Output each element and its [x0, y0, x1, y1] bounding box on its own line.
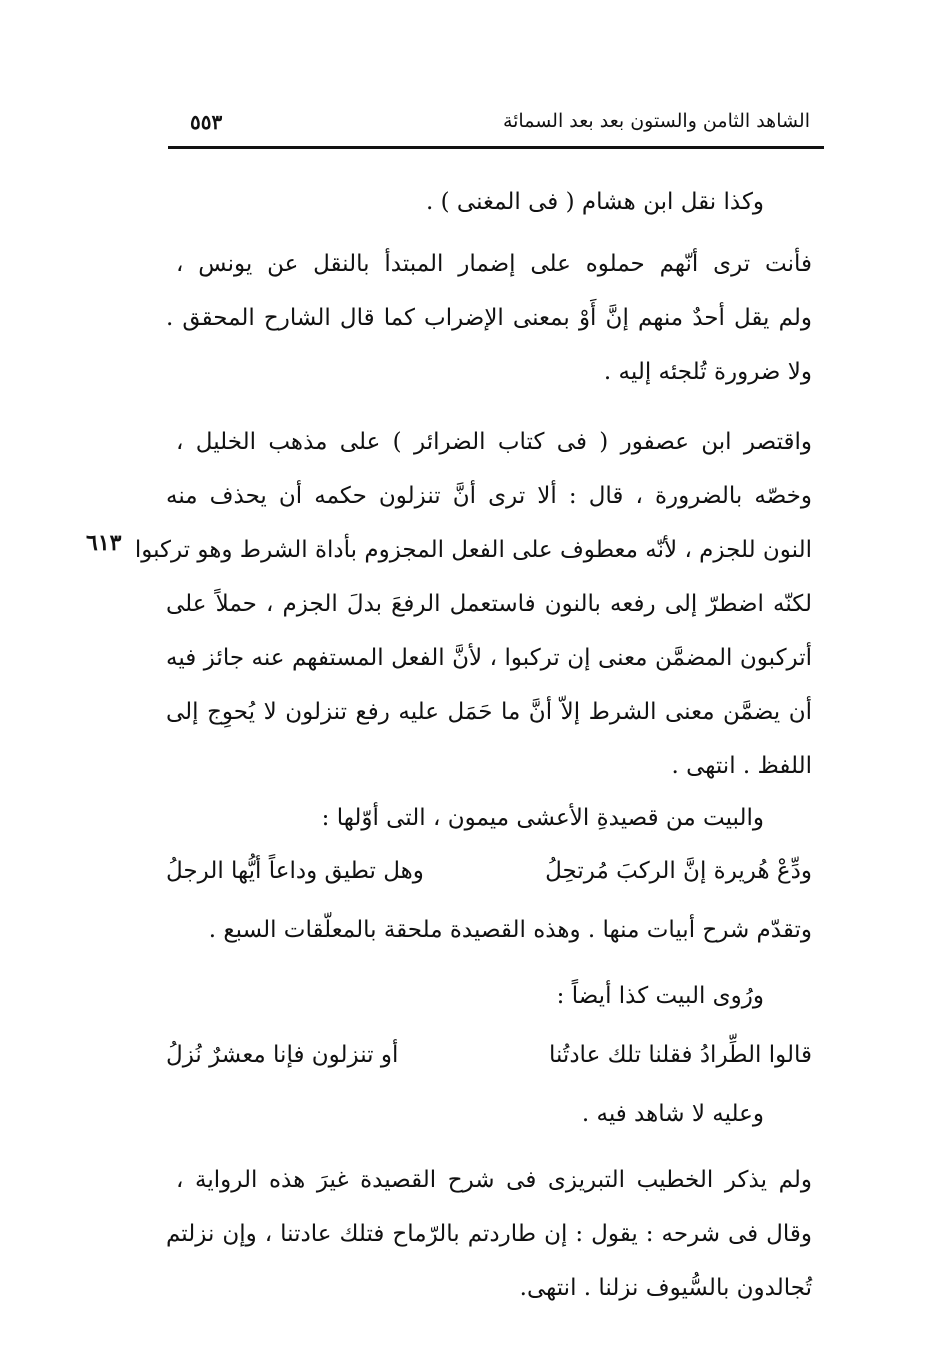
verse-hemistich: وهل تطيق وداعاً أيُّها الرجلُ — [166, 858, 424, 884]
text-line: فأنت ترى أنّهم حملوه على إضمار المبتدأ بالنقل عن يونس ، — [176, 251, 812, 277]
verse-hemistich: قالوا الطِّرادُ فقلنا تلك عادتُنا — [548, 1042, 812, 1068]
text-line: وكذا نقل ابن هشام ( فى المغنى ) . — [426, 189, 764, 215]
text-line: لكنّه اضطرّ إلى رفعه بالنون فاستعمل الرفعَ بدلَ الجزم ، حملاً على — [166, 591, 812, 617]
running-title: الشاهد الثامن والستون بعد بعد السمائة — [502, 110, 810, 132]
header-rule — [168, 146, 824, 149]
text-line: النون للجزم ، لأنّه معطوف على الفعل المجزوم بأداة الشرط وهو تركبوا — [134, 537, 812, 563]
text-line: أن يضمَّن معنى الشرط إلاّ أنَّ ما حَمَل عليه رفع تنزلون لا يُحوِج إلى — [166, 699, 812, 725]
verse-line — [166, 1034, 812, 1076]
text-line: ولم يذكر الخطيب التبريزى فى شرح القصيدة غيرَ هذه الرواية ، — [176, 1167, 812, 1193]
text-line: واقتصر ابن عصفور ( فى كتاب الضرائر ) على مذهب الخليل ، — [176, 429, 812, 455]
verse-line — [166, 850, 812, 892]
text-line: تُجالدون بالسُّيوف نزلنا . انتهى. — [519, 1275, 812, 1301]
text-line: وتقدّم شرح أبيات منها . وهذه القصيدة ملحقة بالمعلّقات السبع . — [208, 917, 812, 943]
text-line: وخصّه بالضرورة ، قال : ألا ترى أنَّ تنزلون حكمه أن يحذف منه — [166, 483, 812, 509]
text-line: وقال فى شرحه : يقول : إن طاردتم بالرّماح فتلك عادتنا ، وإن نزلتم — [166, 1221, 812, 1247]
page-header — [168, 106, 824, 152]
text-line: وعليه لا شاهد فيه . — [581, 1101, 764, 1127]
text-line: ورُوى البيت كذا أيضاً : — [556, 983, 764, 1009]
text-line: والبيت من قصيدةِ الأعشى ميمون ، التى أوّلها : — [321, 805, 764, 831]
text-line: أتركبون المضمَّن معنى إن تركبوا ، لأنَّ الفعل المستفهم عنه جائز فيه — [166, 645, 812, 671]
text-line: ولم يقل أحدٌ منهم إنَّ أَوْ بمعنى الإضراب كما قال الشارح المحقق . — [166, 305, 812, 331]
margin-number: ٦١٣ — [86, 530, 122, 556]
verse-hemistich: أو تنزلون فإنا معشرٌ نُزلُ — [166, 1042, 399, 1068]
page-number: ٥٥٣ — [190, 110, 223, 134]
text-line: ولا ضرورة تُلجئه إليه . — [603, 359, 812, 385]
text-line: اللفظ . انتهى . — [671, 753, 812, 779]
verse-hemistich: ودِّعْ هُريرة إنَّ الركبَ مُرتحِلُ — [545, 858, 812, 884]
